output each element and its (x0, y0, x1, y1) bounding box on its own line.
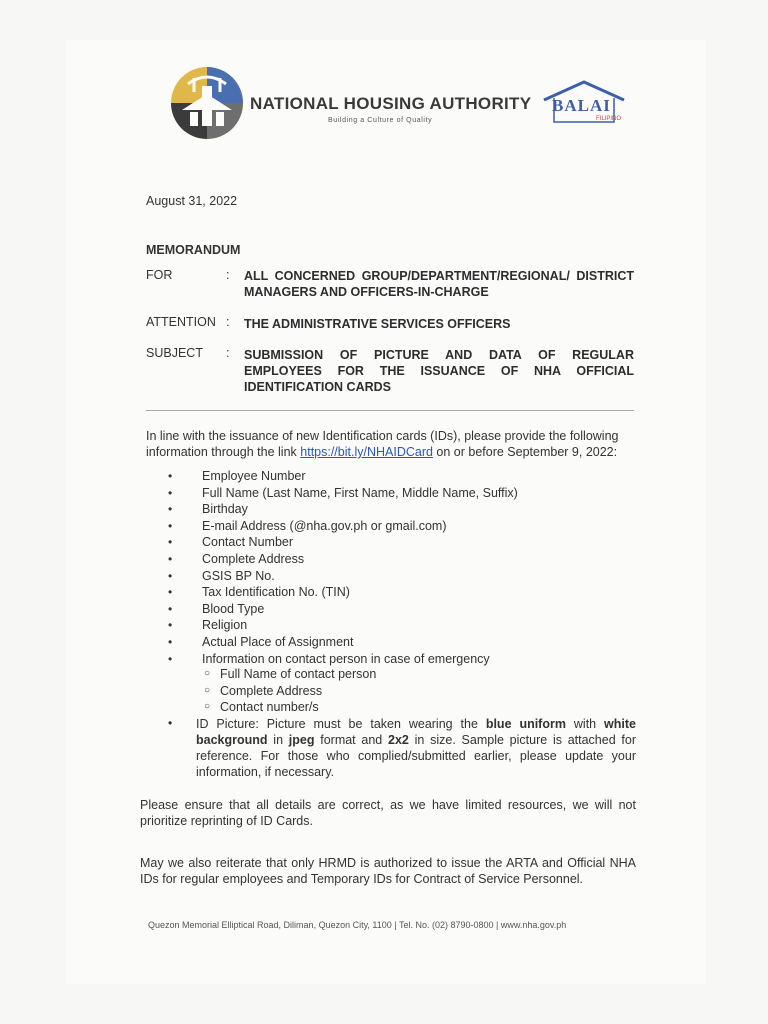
for-label: FOR (146, 268, 173, 282)
subject-colon: : (226, 346, 230, 360)
attention-value: THE ADMINISTRATIVE SERVICES OFFICERS (244, 317, 511, 331)
id-picture-item (164, 716, 636, 780)
subject-value: SUBMISSION OF PICTURE AND DATA OF REGULAR EMPLOYEES FOR THE ISSUANCE OF NHA OFFICIAL IDENTIFICATION CARDS (244, 348, 634, 394)
balai-text: BALAI (552, 96, 611, 115)
reiterate-paragraph: May we also reiterate that only HRMD is authorized to issue the ARTA and Official NHA IDs for regular employees and Temporary IDs for Contract of Service Personnel. (140, 856, 636, 886)
required-info-list (164, 468, 644, 667)
org-tagline: Building a Culture of Quality (328, 117, 433, 124)
attention-colon: : (226, 315, 230, 329)
list-item: • Tax Identification No. (TIN) (164, 584, 644, 601)
for-colon: : (226, 268, 230, 282)
form-link[interactable]: https://bit.ly/NHAIDCard (300, 445, 433, 459)
sub-list-item: ○ Contact number/s (164, 699, 644, 716)
org-name: NATIONAL HOUSING AUTHORITY (250, 94, 532, 113)
for-value: ALL CONCERNED GROUP/DEPARTMENT/REGIONAL/ DISTRICT MANAGERS AND OFFICERS-IN-CHARGE (244, 269, 634, 299)
subject-label: SUBJECT (146, 346, 203, 360)
list-item: • Contact Number (164, 534, 644, 551)
ensure-paragraph: Please ensure that all details are correct, as we have limited resources, we will not prioritize reprinting of ID Cards. (140, 798, 636, 828)
id-picture-text: ID Picture: Picture must be taken wearing the blue uniform with white background in jpeg format and 2x2 in size. Sample picture is attached for reference. For those who complied/submitted earlier, please update your information, if necessary. (196, 717, 637, 779)
balai-subtext: FILIPINO (596, 116, 622, 122)
memo-date: August 31, 2022 (146, 194, 238, 208)
list-item: • Birthday (164, 501, 644, 518)
bullet-icon: • (168, 716, 173, 730)
emergency-contact-sublist (164, 666, 644, 716)
nha-logo-icon (170, 66, 244, 140)
divider (146, 410, 634, 411)
list-item: • Religion (164, 617, 644, 634)
list-item: • Actual Place of Assignment (164, 634, 644, 651)
footer-address: Quezon Memorial Elliptical Road, Diliman, Quezon City, 1100 | Tel. No. (02) 8790-0800 | www.nha.gov.ph (148, 920, 567, 930)
intro-paragraph (146, 428, 636, 460)
list-item: • E-mail Address (@nha.gov.ph or gmail.com) (164, 518, 644, 535)
list-item: • Information on contact person in case of emergency (164, 651, 644, 668)
intro-text-start: In line with the issuance of new Identification cards (IDs), please provide the following information through the link (146, 429, 619, 459)
balai-logo (540, 78, 628, 126)
list-item: • Employee Number (164, 468, 644, 485)
list-item: • Full Name (Last Name, First Name, Middle Name, Suffix) (164, 485, 644, 502)
list-item: • GSIS BP No. (164, 568, 644, 585)
memo-title: MEMORANDUM (146, 243, 241, 257)
sub-list-item: ○ Complete Address (164, 683, 644, 700)
list-item: • Blood Type (164, 601, 644, 618)
intro-text-end: on or before September 9, 2022: (432, 445, 618, 459)
sub-list-item: ○ Full Name of contact person (164, 666, 644, 683)
list-item: • Complete Address (164, 551, 644, 568)
attention-label: ATTENTION (146, 315, 216, 329)
